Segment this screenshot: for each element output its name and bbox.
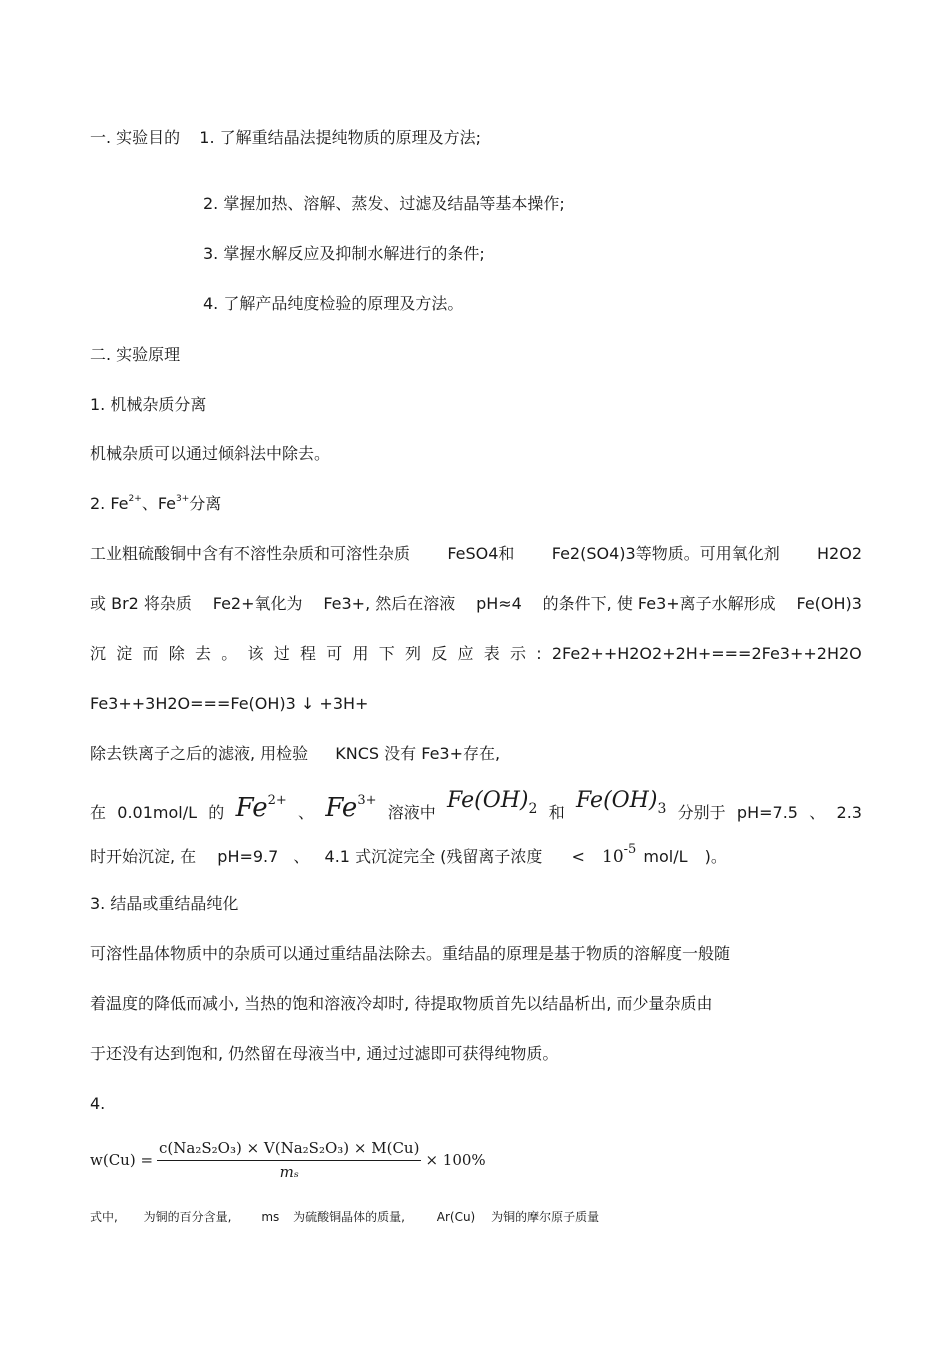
text-segment: 、 — [809, 803, 826, 822]
text-segment: )。 — [704, 847, 727, 866]
superscript: 3+ — [357, 793, 377, 808]
text-segment: 列 — [405, 644, 422, 663]
paragraph-line: 于还没有达到饱和, 仍然留在母液当中, 通过过滤即可获得纯物质。 — [90, 1044, 559, 1063]
formula-text: Fe(OH) — [575, 788, 658, 813]
text-segment: 在 — [90, 803, 107, 822]
equation-text: 2Fe2++H2O2+2H+===2Fe3++2H2O — [551, 644, 862, 663]
subsection-1-title: 1. 机械杂质分离 — [90, 395, 207, 414]
text-segment: 示 — [510, 644, 527, 663]
superscript: 2+ — [128, 494, 142, 504]
formula-text: Fe — [235, 793, 268, 823]
text-segment: pH=7.5 — [736, 803, 798, 822]
text-segment: 下 — [378, 644, 395, 663]
text-segment: 工业粗硫酸铜中含有不溶性杂质和可溶性杂质 — [90, 544, 411, 563]
text-segment: pH=9.7 — [217, 847, 279, 866]
text-segment: 为硫酸铜晶体的质量, — [293, 1210, 405, 1224]
copper-content-formula — [90, 1138, 486, 1182]
text-segment: 0.01mol/L — [117, 803, 198, 822]
text-segment: 为铜的百分含量, — [143, 1210, 232, 1224]
section2-heading: 二. 实验原理 — [90, 345, 181, 364]
text-segment: FeSO4和 — [447, 544, 515, 563]
text-segment: KNCS 没有 Fe3+存在, — [335, 744, 501, 763]
text-segment: 过 — [273, 644, 290, 663]
text-segment: 和 — [548, 803, 565, 822]
objectives-line-1 — [90, 128, 481, 148]
text-segment: 的 — [208, 803, 225, 822]
text-segment: : — [536, 644, 542, 663]
formula-numerator: c(Na₂S₂O₃) × V(Na₂S₂O₃) × M(Cu) — [157, 1138, 421, 1161]
fe-oh-2-formula — [447, 781, 537, 823]
formula-text: 10 — [602, 847, 624, 867]
text-segment: 而 — [142, 644, 159, 663]
subsection-1-text: 机械杂质可以通过倾斜法中除去。 — [90, 444, 331, 463]
paragraph-line — [90, 842, 727, 869]
subsection-3-title: 3. 结晶或重结晶纯化 — [90, 894, 239, 913]
objective-item: 1. 了解重结晶法提纯物质的原理及方法; — [199, 128, 482, 147]
objective-item: 3. 掌握水解反应及抑制水解进行的条件; — [203, 244, 485, 263]
formula-note — [90, 1207, 599, 1227]
text-segment: 的条件下, 使 Fe3+离子水解形成 — [542, 594, 776, 613]
paragraph-line: 着温度的降低而减小, 当热的饱和溶液冷却时, 待提取物质首先以结晶析出, 而少量杂质由 — [90, 994, 713, 1013]
fe3-formula — [325, 788, 376, 833]
text-segment: Fe2+氧化为 — [212, 594, 303, 613]
text-segment: 4.1 式沉淀完全 (残留离子浓度 — [324, 847, 543, 866]
text-segment: 程 — [300, 644, 317, 663]
fe-oh-3-formula — [576, 781, 666, 823]
text-segment: 、 — [293, 847, 310, 866]
paragraph-line: 可溶性晶体物质中的杂质可以通过重结晶法除去。重结晶的原理是基于物质的溶解度一般随 — [90, 944, 731, 963]
title-text: 2. Fe — [90, 494, 129, 513]
text-segment: 沉 — [90, 644, 107, 663]
precipitation-line — [90, 788, 862, 833]
text-segment: mol/L — [643, 847, 688, 866]
text-segment: 反 — [431, 644, 448, 663]
title-text: 、Fe — [141, 494, 176, 513]
text-segment: pH≈4 — [476, 594, 522, 613]
text-segment: 除去铁离子之后的滤液, 用检验 — [90, 744, 309, 763]
ten-power-formula — [602, 842, 637, 867]
text-segment: 用 — [352, 644, 369, 663]
formula-lhs: w(Cu) = — [90, 1151, 154, 1169]
formula-rhs: × 100% — [425, 1151, 486, 1169]
text-segment: 应 — [457, 644, 474, 663]
text-segment: 淀 — [116, 644, 133, 663]
text-segment: Fe3+, 然后在溶液 — [323, 594, 456, 613]
objective-item: 4. 了解产品纯度检验的原理及方法。 — [203, 294, 464, 313]
text-segment: 可 — [326, 644, 343, 663]
text-segment: < — [571, 847, 585, 866]
text-segment: H2O2 — [817, 544, 862, 563]
paragraph-line — [90, 744, 500, 764]
text-segment: 式中, — [90, 1210, 118, 1224]
text-segment: 或 Br2 将杂质 — [90, 594, 192, 613]
text-segment: 除 — [168, 644, 185, 663]
text-segment: ms — [261, 1210, 280, 1224]
equation-line: Fe3++3H2O===Fe(OH)3 ↓ +3H+ — [90, 694, 369, 713]
title-text: 分离 — [189, 494, 222, 513]
text-segment: 分别于 — [677, 803, 726, 822]
text-segment: Fe(OH)3 — [796, 594, 862, 613]
text-segment: 去 — [195, 644, 212, 663]
formula-denominator: mₛ — [279, 1163, 299, 1181]
paragraph-line — [90, 544, 862, 564]
objective-item: 2. 掌握加热、溶解、蒸发、过滤及结晶等基本操作; — [203, 194, 565, 213]
superscript: 2+ — [267, 793, 287, 808]
subscript: 2 — [528, 801, 538, 817]
fe2-formula — [236, 788, 287, 833]
text-segment: 为铜的摩尔原子质量 — [491, 1210, 600, 1224]
subsection-2-title — [90, 494, 221, 517]
text-segment: 该 — [247, 644, 264, 663]
text-segment: 表 — [483, 644, 500, 663]
text-segment: Fe2(SO4)3等物质。可用氧化剂 — [551, 544, 780, 563]
superscript: 3+ — [176, 494, 190, 504]
text-segment: 。 — [221, 644, 238, 663]
subscript: 3 — [657, 801, 667, 817]
superscript: -5 — [623, 842, 637, 857]
formula-text: Fe(OH) — [447, 788, 529, 813]
formula-fraction — [157, 1138, 421, 1182]
text-segment: 2.3 — [836, 803, 862, 822]
text-segment: Ar(Cu) — [436, 1210, 476, 1224]
paragraph-line — [90, 644, 862, 664]
text-segment: 溶液中 — [387, 803, 436, 822]
text-segment: 时开始沉淀, 在 — [90, 847, 197, 866]
subsection-4-title: 4. — [90, 1094, 106, 1113]
paragraph-line — [90, 594, 862, 614]
text-segment: 、 — [298, 803, 315, 822]
formula-text: Fe — [325, 793, 358, 823]
section1-heading: 一. 实验目的 — [90, 128, 181, 147]
